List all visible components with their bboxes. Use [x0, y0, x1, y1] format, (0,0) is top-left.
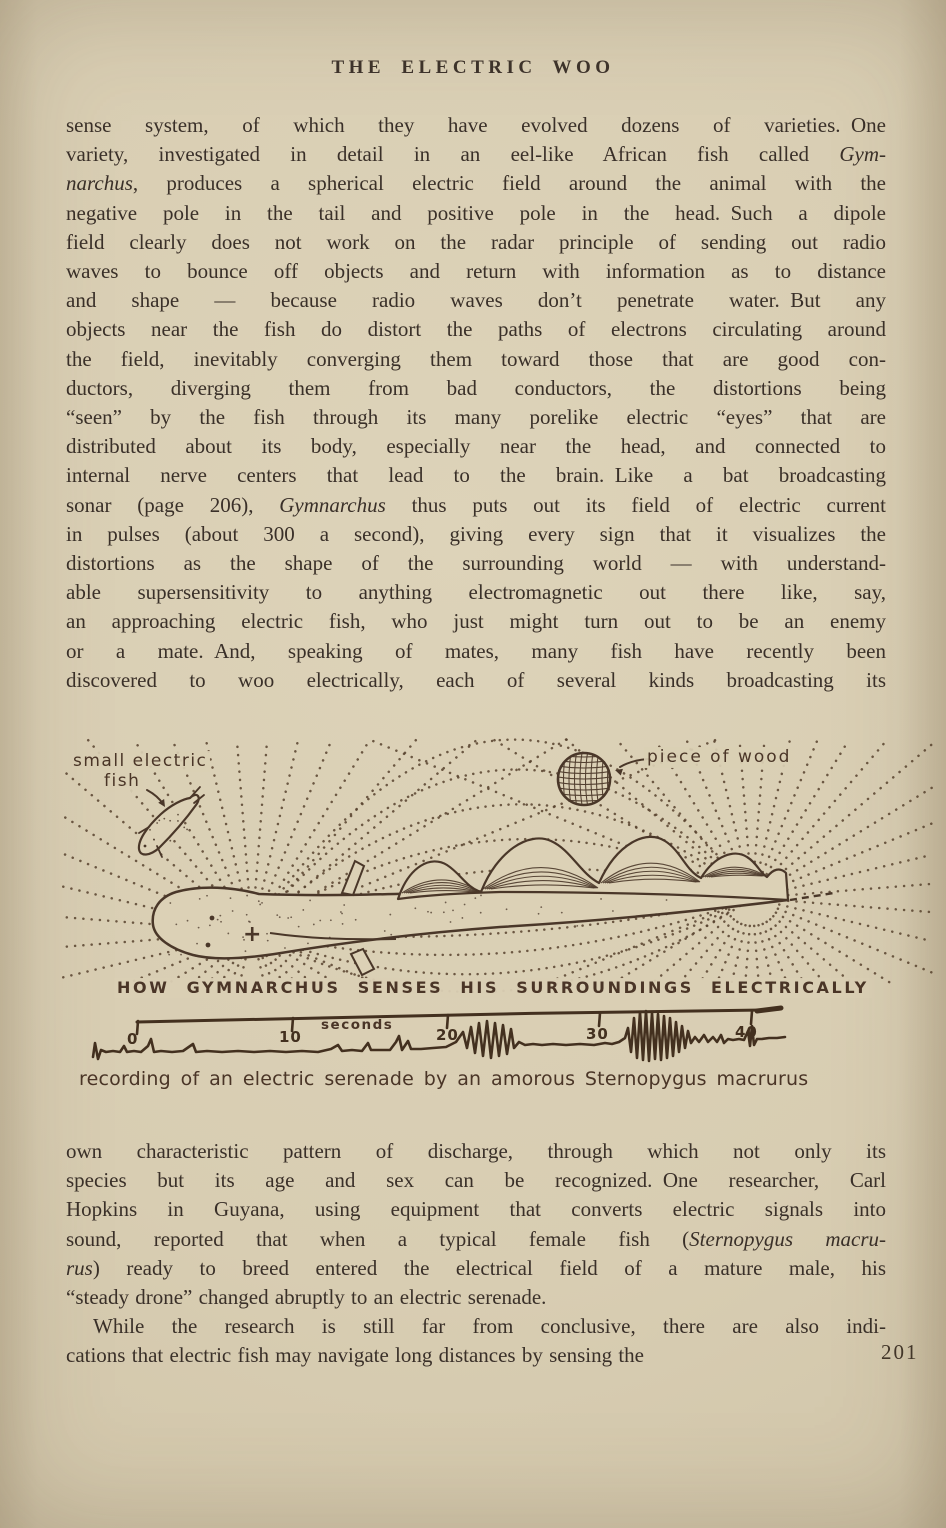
text-segment: sense system, of which they have evolved dozens of varieties. One — [66, 113, 886, 137]
text-line — [66, 578, 886, 607]
text-line — [66, 491, 886, 520]
text-line — [66, 666, 886, 695]
italic-text: narchus — [66, 171, 133, 196]
text-segment: “seen” by the fish through its many porelike electric “eyes” that are — [66, 405, 886, 430]
text-line — [66, 637, 886, 666]
tick-label-40: 40 — [735, 1023, 758, 1041]
text-line — [66, 1312, 886, 1341]
figure-caption-field: HOW GYMNARCHUS SENSES HIS SURROUNDINGS ELECTRICALLY — [114, 978, 872, 998]
text-segment: in pulses (about 300 a second), giving every sign that it visualizes the — [66, 521, 886, 546]
text-segment: ductors, diverging them from bad conductors, the distortions being — [66, 375, 886, 400]
page-number: 201 — [881, 1340, 919, 1364]
text-line — [66, 374, 886, 403]
tick-label-0: 0 — [127, 1030, 139, 1048]
text-segment: , produces a spherical electric field around the animal with the — [132, 171, 886, 196]
figure-caption-recording: recording of an electric serenade by an amorous Sternopygus macrurus — [79, 1068, 809, 1090]
text-line — [66, 1341, 886, 1370]
text-segment: “steady drone” changed abruptly to an electric serenade. — [66, 1285, 547, 1310]
text-line — [66, 607, 886, 636]
text-segment: species but its age and sex can be recognized. One researcher, Carl — [66, 1168, 886, 1193]
text-segment: the field, inevitably converging them toward those that are good con- — [66, 346, 886, 371]
text-line — [66, 140, 886, 169]
small-electric-fish — [139, 787, 204, 857]
wood-ball — [558, 753, 610, 807]
text-segment: thus puts out its field of electric current — [385, 492, 886, 517]
text-line — [66, 1225, 886, 1254]
text-segment: objects near the fish do distort the paths of electrons circulating around — [66, 317, 886, 342]
label-piece-of-wood: piece of wood — [644, 747, 794, 768]
label-small-electric-fish-line2: fish — [101, 771, 143, 792]
text-segment: distortions as the shape of the surrounding world — with understand- — [66, 551, 886, 576]
text-segment: sonar (page 206), — [66, 492, 280, 517]
text-line — [66, 1166, 886, 1195]
text-line — [66, 1137, 886, 1166]
running-head: THE ELECTRIC WOO — [331, 57, 615, 78]
text-line — [66, 549, 886, 578]
text-segment: sound, reported that when a typical female fish ( — [66, 1226, 690, 1251]
gymnarchus-fish — [153, 837, 834, 975]
text-segment: distributed about its body, especially near the head, and connected to — [66, 434, 886, 459]
text-segment: variety, investigated in detail in an eel-like African fish called — [66, 142, 840, 167]
label-small-electric-fish-line1: small electric — [70, 751, 210, 772]
paragraph-block-bottom — [66, 1137, 886, 1371]
text-segment: Hopkins in Guyana, using equipment that converts electric signals into — [66, 1197, 886, 1222]
text-line — [66, 1254, 886, 1283]
text-segment: and shape — because radio waves don’t penetrate water. But any — [66, 288, 886, 313]
text-segment: ) ready to breed entered the electrical field of a mature male, his — [92, 1255, 886, 1280]
text-line — [66, 199, 886, 228]
tick-label-10: 10 — [279, 1028, 302, 1046]
tick-label-30: 30 — [586, 1025, 609, 1043]
text-segment: cations that electric fish may navigate long distances by sensing the — [66, 1343, 645, 1368]
text-line — [66, 345, 886, 374]
text-line — [66, 169, 886, 198]
positive-pole-symbol: + — [243, 922, 262, 947]
text-line — [66, 520, 886, 549]
time-axis — [137, 1008, 781, 1034]
text-segment: or a mate. And, speaking of mates, many fish have recently been — [66, 638, 886, 663]
paragraph-block-top — [66, 111, 886, 695]
italic-text: Gym- — [839, 142, 886, 167]
text-line — [66, 315, 886, 344]
text-segment: able supersensitivity to anything electromagnetic out there like, say, — [66, 580, 886, 605]
text-segment: own characteristic pattern of discharge, through which not only its — [66, 1139, 886, 1163]
text-line — [66, 1283, 886, 1312]
text-line — [66, 1195, 886, 1224]
text-segment: field clearly does not work on the radar principle of sending out radio — [66, 229, 886, 254]
text-line — [66, 403, 886, 432]
text-line — [66, 461, 886, 490]
italic-text: Gymnarchus — [279, 492, 386, 517]
italic-text: Sternopygus macru- — [689, 1226, 886, 1251]
text-line — [66, 286, 886, 315]
text-segment: internal nerve centers that lead to the brain. Like a bat broadcasting — [66, 463, 886, 488]
text-line — [66, 228, 886, 257]
italic-text: rus — [66, 1255, 93, 1280]
text-line — [66, 432, 886, 461]
text-segment: an approaching electric fish, who just might turn out to be an enemy — [66, 609, 886, 634]
text-line — [66, 111, 886, 140]
text-segment: waves to bounce off objects and return with information as to distance — [66, 259, 886, 284]
text-segment: discovered to woo electrically, each of several kinds broadcasting its — [66, 667, 886, 692]
text-segment: negative pole in the tail and positive pole in the head. Such a dipole — [66, 200, 886, 225]
text-line — [66, 257, 886, 286]
text-segment: While the research is still far from conclusive, there are also indi- — [93, 1314, 886, 1339]
tick-label-20: 20 — [436, 1026, 459, 1044]
axis-unit-label: seconds — [321, 1017, 394, 1033]
